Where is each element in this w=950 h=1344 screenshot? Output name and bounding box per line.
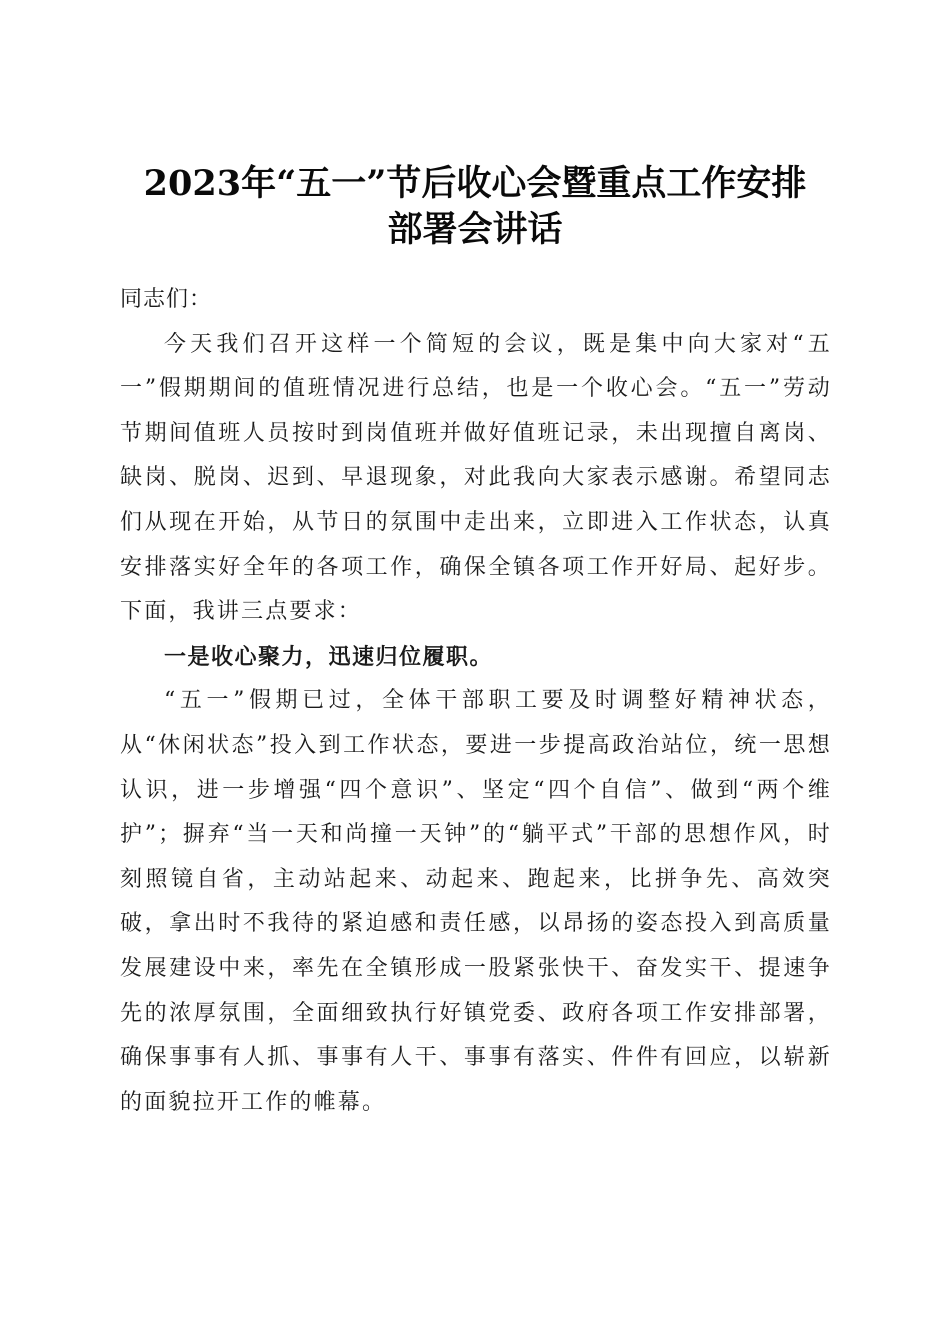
- section-heading-1: 一是收心聚力，迅速归位履职。: [164, 643, 494, 670]
- title-line-1: 2023年“五一”节后收心会暨重点工作安排: [143, 163, 807, 205]
- title-line-2: 部署会讲话: [387, 209, 563, 251]
- paragraph-section-1: “五一”假期已过，全体干部职工要及时调整好精神状态，从“休闲状态”投入到工作状态，要进一步提高政治站位，统一思想认识，进一步增强“四个意识”、坚定“四个自信”、做到“两个维护”；摒弃“当一天和尚撞一天钟”的“躺平式”干部的思想作风，时刻照镜自省，主动站起来、动起来、跑起来，比拼争先、高效突破，拿出时不我待的紧迫感和责任感，以昂扬的姿态投入到高质量发展建设中来，率先在全镇形成一股紧张快干、奋发实干、提速争先的浓厚氛围，全面细致执行好镇党委、政府各项工作安排部署，确保事事有人抓、事事有人干、事事有落实、件件有回应，以崭新的面貌拉开工作的帷幕。: [120, 688, 832, 1115]
- document-body: [120, 278, 832, 1125]
- paragraph-intro: 今天我们召开这样一个简短的会议，既是集中向大家对“五一”假期期间的值班情况进行总结，也是一个收心会。“五一”劳动节期间值班人员按时到岗值班并做好值班记录，未出现擅自离岗、缺岗、脱岗、迟到、早退现象，对此我向大家表示感谢。希望同志们从现在开始，从节日的氛围中走出来，立即进入工作状态，认真安排落实好全年的各项工作，确保全镇各项工作开好局、起好步。下面，我讲三点要求：: [120, 331, 832, 625]
- document-title: [120, 161, 830, 253]
- salutation: 同志们：: [120, 287, 213, 312]
